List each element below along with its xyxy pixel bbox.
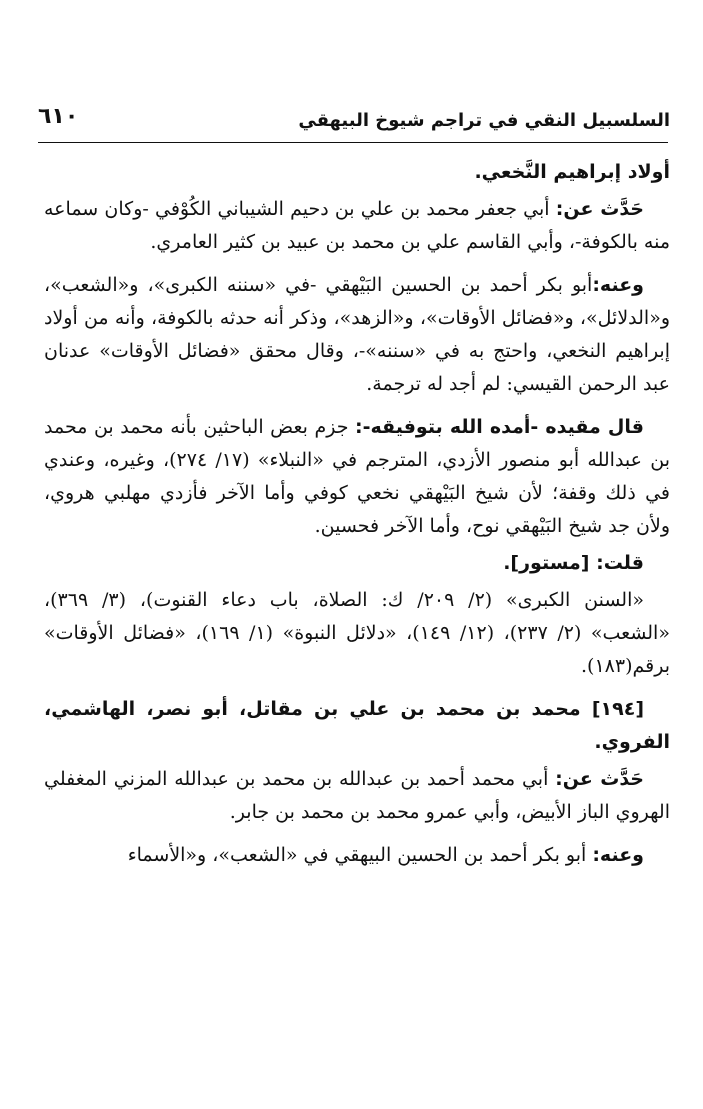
author-note-text: جزم بعض الباحثين بأنه محمد بن محمد بن عبدالله أبو منصور الأزدي، المترجم في «النبلاء» (١٧/ ٢٧٤)، وغيره، وعندي في ذلك وقفة؛ لأن شيخ البَيْهقي نخعي كوفي وأما الآخر فأزدي مهلبي هروي، ولأن جد شيخ البَيْهقي نوح، وأما الآخر فحسين. [44, 416, 670, 537]
verdict-text: قلت: [مستور]. [503, 552, 644, 574]
section-heading [44, 156, 670, 189]
verdict-paragraph [44, 547, 670, 580]
entry-narrated-from-paragraph [44, 763, 670, 829]
entry-narrators-paragraph [44, 839, 670, 872]
sources-paragraph [44, 584, 670, 683]
author-note-paragraph [44, 411, 670, 543]
entry-narrated-from-text: أبي محمد أحمد بن عبدالله بن محمد بن عبدالله المزني المغفلي الهروي الباز الأبيض، وأبي عمرو محمد بن محمد بن جابر. [44, 768, 670, 823]
narrators-lead: وعنه: [592, 274, 644, 296]
narrated-from-paragraph [44, 193, 670, 259]
narrators-paragraph [44, 269, 670, 401]
entry-narrators-text: أبو بكر أحمد بن الحسين البيهقي في «الشعب»، و«الأسماء [127, 844, 593, 866]
entry-narrators-lead: وعنه: [592, 844, 644, 866]
body-text [44, 156, 670, 882]
section-heading-text: أولاد إبراهيم النَّخعي. [474, 161, 670, 183]
header-rule [38, 142, 668, 143]
running-title: السلسبيل النقي في تراجم شيوخ البيهقي [298, 110, 670, 131]
running-header [38, 104, 670, 140]
author-note-lead: قال مقيده -أمده الله بتوفيقه-: [355, 416, 644, 438]
narrated-from-lead: حَدَّث عن: [555, 198, 644, 220]
sources-text: «السنن الكبرى» (٢/ ٢٠٩/ ك: الصلاة، باب دعاء القنوت)، (٣/ ٣٦٩)، «الشعب» (٢/ ٢٣٧)، (١٢/ ١٤٩)، «دلائل النبوة» (١/ ١٦٩)، «فضائل الأوقات» برقم(١٨٣). [44, 589, 670, 677]
entry-narrated-from-lead: حَدَّث عن: [555, 768, 644, 790]
page-number: ٦١٠ [38, 104, 79, 129]
narrated-from-text: أبي جعفر محمد بن علي بن دحيم الشيباني الكُوْفي -وكان سماعه منه بالكوفة-، وأبي القاسم علي بن محمد بن عبيد بن كثير العامري. [44, 198, 670, 253]
entry-heading-text: [١٩٤] محمد بن محمد بن علي بن مقاتل، أبو نصر، الهاشمي، الفروي. [44, 698, 670, 753]
entry-heading [44, 693, 670, 759]
narrators-text: أبو بكر أحمد بن الحسين البَيْهقي -في «سننه الكبرى»، و«الشعب»، و«الدلائل»، و«فضائل الأوقات»، و«الزهد»، وذكر أنه حدثه بالكوفة، وأنه من أولاد إبراهيم النخعي، واحتج به في «سننه»-، وقال محقق «فضائل الأوقات» عدنان عبد الرحمن القيسي: لم أجد له ترجمة. [44, 274, 670, 395]
